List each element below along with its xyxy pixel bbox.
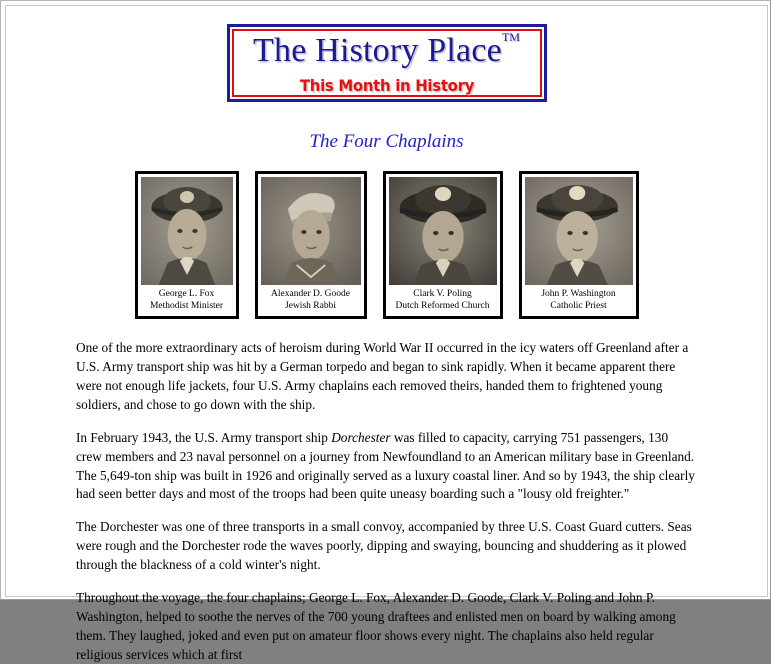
masthead-container xyxy=(6,6,767,107)
ship-name-dorchester: Dorchester xyxy=(331,429,391,445)
paragraph-3: The Dorchester was one of three transports in a small convoy, accompanied by three U.S. Coast Guard cutters. Seas were rough and the Dorchester rode the waves poorly, dipping and swaying, bouncing and shuddering as it plowed through the blackness of a cold winter's night. xyxy=(76,519,692,573)
portrait-role: Catholic Priest xyxy=(550,301,607,312)
portrait-card-fox xyxy=(135,171,239,319)
portrait-caption-goode xyxy=(261,285,361,316)
portrait-name: Alexander D. Goode xyxy=(271,289,350,299)
trademark-symbol: TM xyxy=(501,29,520,44)
portrait-name: Clark V. Poling xyxy=(413,289,472,299)
portrait-name: George L. Fox xyxy=(158,289,215,299)
page-title: The Four Chaplains xyxy=(309,131,464,152)
portrait-role: Jewish Rabbi xyxy=(285,301,336,312)
article-body xyxy=(6,339,767,664)
portrait-caption-fox xyxy=(141,285,233,316)
paragraph-2-part-a: In February 1943, the U.S. Army transport ship xyxy=(76,429,332,445)
portrait-photo-goode xyxy=(261,177,361,285)
site-logo-inner-frame xyxy=(232,29,542,97)
portrait-card-washington xyxy=(519,171,639,319)
site-logo-banner[interactable] xyxy=(227,24,547,102)
portrait-name: John P. Washington xyxy=(541,289,616,299)
portrait-caption-poling xyxy=(389,285,497,316)
site-logo-title-text: The History Place xyxy=(253,32,502,69)
portrait-card-poling xyxy=(383,171,503,319)
site-logo-tagline: This Month in History xyxy=(299,76,474,95)
portrait-caption-washington xyxy=(525,285,633,316)
page-canvas xyxy=(5,5,768,662)
portrait-photo-washington xyxy=(525,177,633,285)
paragraph-2 xyxy=(76,429,697,505)
portrait-card-goode xyxy=(255,171,367,319)
portrait-role: Methodist Minister xyxy=(149,301,224,312)
portrait-photo-fox xyxy=(141,177,233,285)
paragraph-1: One of the more extraordinary acts of heroism during World War II occurred in the icy waters off Greenland after a U.S. Army transport ship was hit by a German torpedo and began to sink rapidly. When it became apparent there were not enough life jackets, four U.S. Army chaplains each removed theirs, handed them to frightened young soldiers, and chose to go down with the ship. xyxy=(76,340,689,412)
portrait-photo-poling xyxy=(389,177,497,285)
site-logo-title xyxy=(234,29,540,70)
paragraph-2-part-b: was filled to capacity, carrying 751 passengers, 130 crew members and 23 naval personnel on a journey from Newfoundland to an American military base in Greenland. The 5,649-ton ship was built in 1926 and originally served as a luxury coastal liner. And so by 1943, the ship clearly had seen better days and most of the troops had been quite uneasy boarding such a "lousy old freighter." xyxy=(76,429,695,502)
portrait-role: Dutch Reformed Church xyxy=(395,301,490,312)
page-content xyxy=(6,6,767,662)
portrait-gallery xyxy=(6,171,767,319)
paragraph-4: Throughout the voyage, the four chaplains; George L. Fox, Alexander D. Goode, Clark V. Poling and John P. Washington, helped to soothe the nerves of the 700 young draftees and enlisted men on board by walking among them. They laughed, joked and even put on amateur floor shows every night. The chaplains also held regular religious services which at first xyxy=(76,589,676,662)
